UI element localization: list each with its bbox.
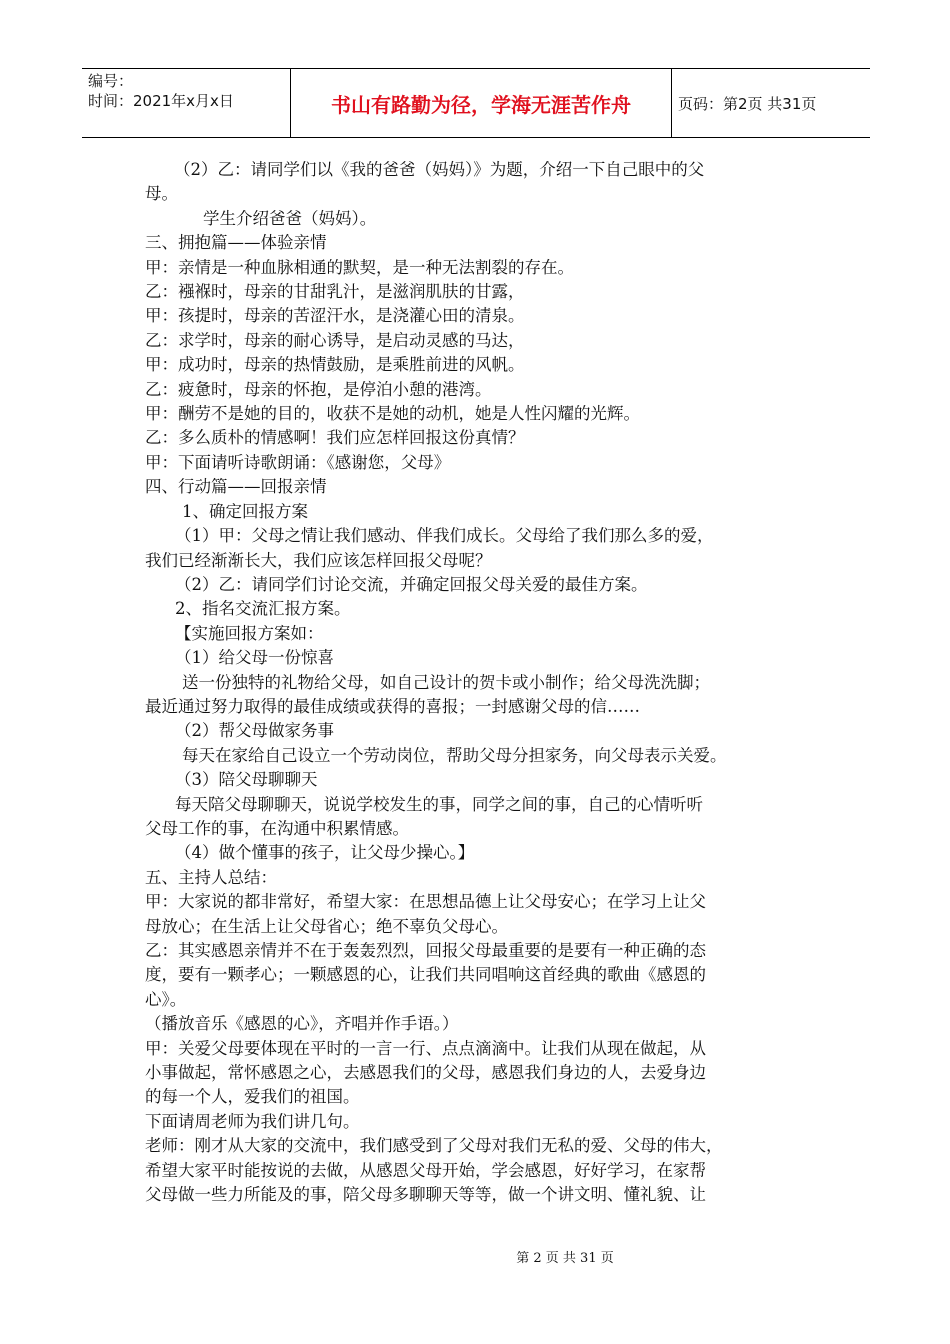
header-table [82, 68, 870, 138]
text-line: （2）乙：请同学们讨论交流，并确定回报父母关爱的最佳方案。 [175, 574, 648, 594]
text-line: （1）甲：父母之情让我们感动、伴我们成长。父母给了我们那么多的爱， [175, 526, 714, 546]
text-line: 【实施回报方案如： [175, 623, 324, 643]
text-line: （3）陪父母聊聊天 [175, 770, 318, 790]
text-line: 送一份独特的礼物给父母，如自己设计的贺卡或小制作；给父母洗洗脚； [182, 672, 710, 692]
motto: 书山有路勤为径，学海无涯苦作舟 [291, 69, 672, 137]
text-line: 2、指名交流汇报方案。 [175, 599, 351, 619]
text-line: 1、确定回报方案 [182, 501, 308, 521]
text-line: 我们已经渐渐长大，我们应该怎样回报父母呢？ [145, 550, 492, 570]
text-line: （1）给父母一份惊喜 [175, 648, 334, 668]
text-line: 希望大家平时能按说的去做，从感恩父母开始，学会感恩，好好学习，在家帮 [145, 1160, 706, 1180]
text-line: 每天陪父母聊聊天，说说学校发生的事，同学之间的事，自己的心情听听 [175, 794, 703, 814]
time-label: 时间：2021年x月x日 [88, 92, 234, 110]
text-line: 母放心；在生活上让父母省心；绝不辜负父母心。 [145, 916, 508, 936]
text-line: （播放音乐《感恩的心》，齐唱并作手语。） [145, 1014, 459, 1034]
text-line: 乙：疲惫时，母亲的怀抱，是停泊小憩的港湾。 [145, 379, 492, 399]
text-line: 下面请周老师为我们讲几句。 [145, 1111, 360, 1131]
page-footer [0, 1247, 950, 1266]
text-line: 甲：下面请听诗歌朗诵：《感谢您，父母》 [145, 452, 451, 472]
text-line: （4）做个懂事的孩子，让父母少操心。】 [175, 843, 475, 863]
text-line: 每天在家给自己设立一个劳动岗位，帮助父母分担家务，向父母表示关爱。 [182, 745, 727, 765]
text-line: 乙：多么质朴的情感啊！我们应怎样回报这份真情？ [145, 428, 525, 448]
page-label: 页码：第2页 共31页 [678, 94, 817, 113]
text-line: 乙：求学时，母亲的耐心诱导，是启动灵感的马达， [145, 330, 525, 350]
text-line: 父母工作的事，在沟通中积累情感。 [145, 818, 409, 838]
text-line: 乙：襁褓时，母亲的甘甜乳汁，是滋润肌肤的甘露， [145, 282, 525, 302]
text-line: 甲：亲情是一种血脉相通的默契，是一种无法割裂的存在。 [145, 257, 574, 277]
text-line: 甲：孩提时，母亲的苦涩汗水，是浇灌心田的清泉。 [145, 306, 525, 326]
text-line: （2）帮父母做家务事 [175, 721, 334, 741]
text-line: 母。 [145, 184, 178, 204]
text-line: 学生介绍爸爸（妈妈）。 [203, 208, 377, 228]
text-line: 四、行动篇——回报亲情 [145, 477, 327, 497]
number-label: 编号： [88, 72, 134, 90]
text-line: 度，要有一颗孝心；一颗感恩的心，让我们共同唱响这首经典的歌曲《感恩的 [145, 965, 706, 985]
header-info-cell [82, 69, 291, 137]
text-line: 甲：成功时，母亲的热情鼓励，是乘胜前进的风帆。 [145, 355, 525, 375]
text-line: 父母做一些力所能及的事，陪父母多聊聊天等等，做一个讲文明、懂礼貌、让 [145, 1185, 706, 1205]
text-line: 最近通过努力取得的最佳成绩或获得的喜报；一封感谢父母的信…… [145, 696, 640, 716]
text-line: 甲：大家说的都非常好，希望大家：在思想品德上让父母安心；在学习上让父 [145, 892, 706, 912]
text-line: 心》。 [145, 989, 187, 1009]
text-line: （2）乙：请同学们以《我的爸爸（妈妈）》为题，介绍一下自己眼中的父 [174, 160, 705, 179]
text-line: 老师：刚才从大家的交流中，我们感受到了父母对我们无私的爱、父母的伟大， [145, 1136, 723, 1156]
text-line: 小事做起，常怀感恩之心，去感恩我们的父母，感恩我们身边的人，去爱身边 [145, 1063, 706, 1083]
text-line: 乙：其实感恩亲情并不在于轰轰烈烈，回报父母最重要的是要有一种正确的态 [145, 941, 706, 960]
text-line: 的每一个人，爱我们的祖国。 [145, 1087, 360, 1107]
text-line: 甲：关爱父母要体现在平时的一言一行、点点滴滴中。让我们从现在做起，从 [145, 1038, 706, 1058]
text-line: 三、拥抱篇——体验亲情 [145, 233, 327, 253]
document-body [145, 158, 810, 1207]
text-line: 五、主持人总结： [145, 867, 277, 887]
text-line: 甲：酬劳不是她的目的，收获不是她的动机，她是人性闪耀的光辉。 [145, 404, 640, 424]
footer-page-number: 第 2 页 共 31 页 [516, 1251, 614, 1266]
